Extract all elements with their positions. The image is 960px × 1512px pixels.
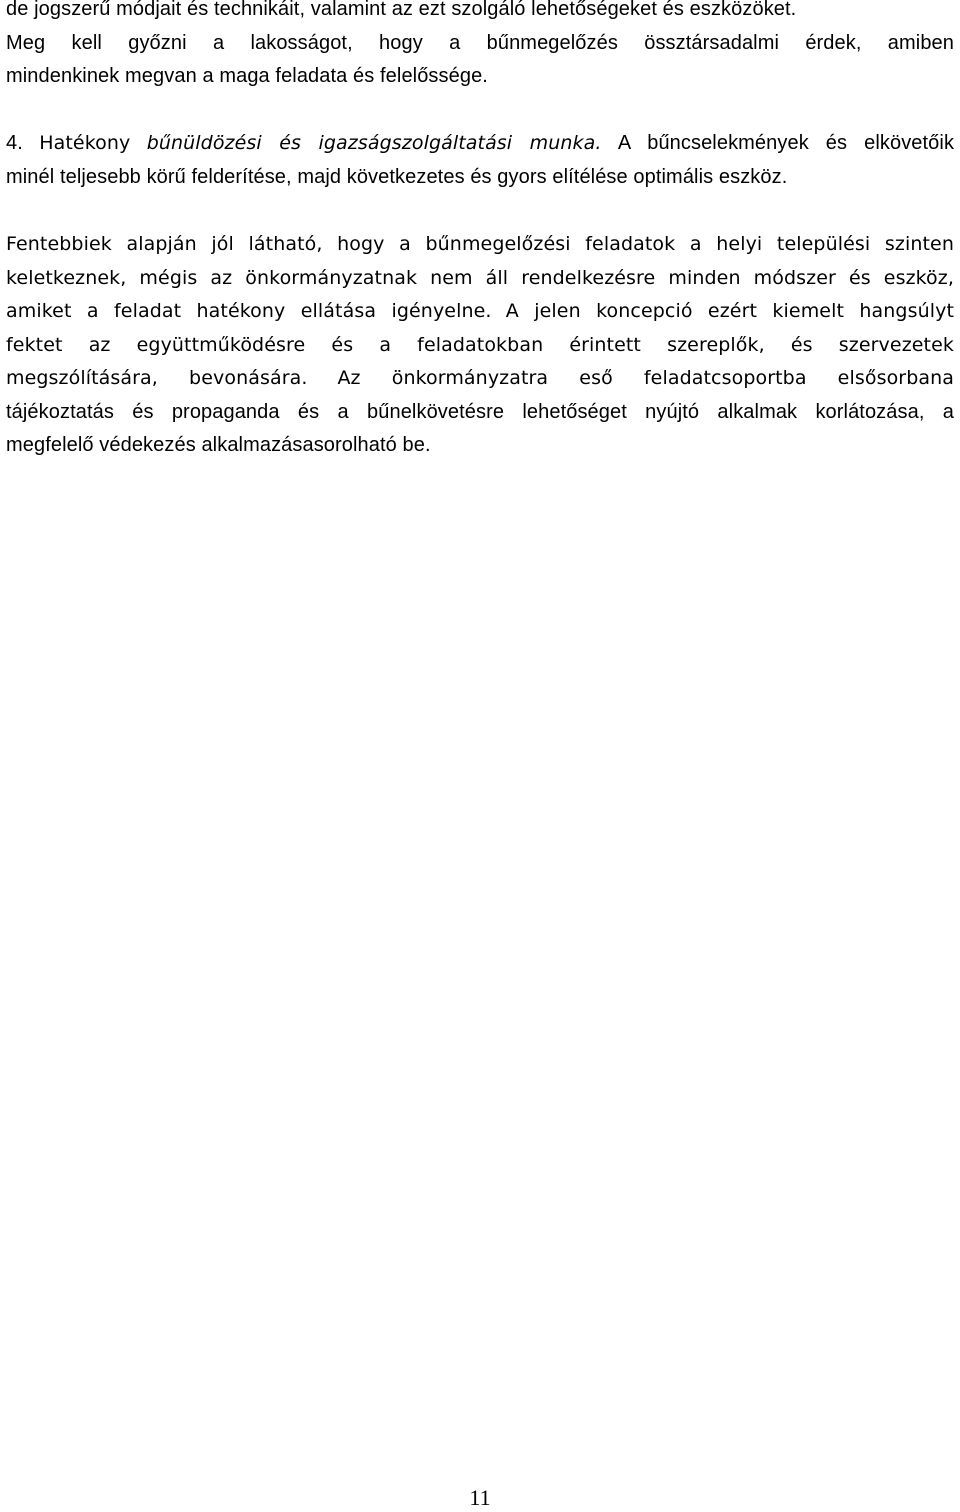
text-segment: megszólítására, bevonására. [6, 367, 308, 389]
list-item-rest: A bűncselekmények és elkövetőik [617, 132, 955, 154]
text-segment: amiket a feladat hatékony ellátása igényelne. [6, 300, 492, 322]
text-line: Meg kell győzni a lakosságot, hogy a bűnmegelőzés össztársadalmi érdek, amiben [6, 32, 954, 54]
text-segment: Az önkormányzatra eső feladatcsoportba elsősorbana [337, 367, 954, 389]
list-item-4-line [6, 130, 954, 156]
text-line: fektet az együttműködésre és a feladatokban érintett szereplők, és szervezetek [6, 334, 954, 356]
text-line [6, 298, 954, 324]
text-line: megfelelő védekezés alkalmazásasorolható be. [6, 434, 431, 456]
text-line [6, 365, 954, 391]
text-line: minél teljesebb körű felderítése, majd következetes és gyors elítélése optimális eszköz. [6, 166, 788, 188]
list-item-lead: Hatékony [39, 132, 131, 154]
list-item-emphasis: bűnüldözési és igazságszolgáltatási munka. [146, 132, 602, 154]
page-number: 11 [469, 1485, 491, 1510]
text-line: Fentebbiek alapján jól látható, hogy a bűnmegelőzési feladatok a helyi települési szinten [6, 233, 954, 255]
text-line: tájékoztatás és propaganda és a bűnelkövetésre lehetőséget nyújtó alkalmak korlátozása, a [6, 401, 954, 423]
text-line: de jogszerű módjait és technikáit, valamint az ezt szolgáló lehetőségeket és eszközöket. [6, 0, 797, 20]
list-item-number: 4. [6, 132, 23, 154]
text-line: mindenkinek megvan a maga feladata és felelőssége. [6, 65, 488, 87]
text-segment: A jelen koncepció ezért kiemelt hangsúlyt [505, 300, 954, 322]
text-line: keletkeznek, mégis az önkormányzatnak nem áll rendelkezésre minden módszer és eszköz, [6, 267, 954, 289]
